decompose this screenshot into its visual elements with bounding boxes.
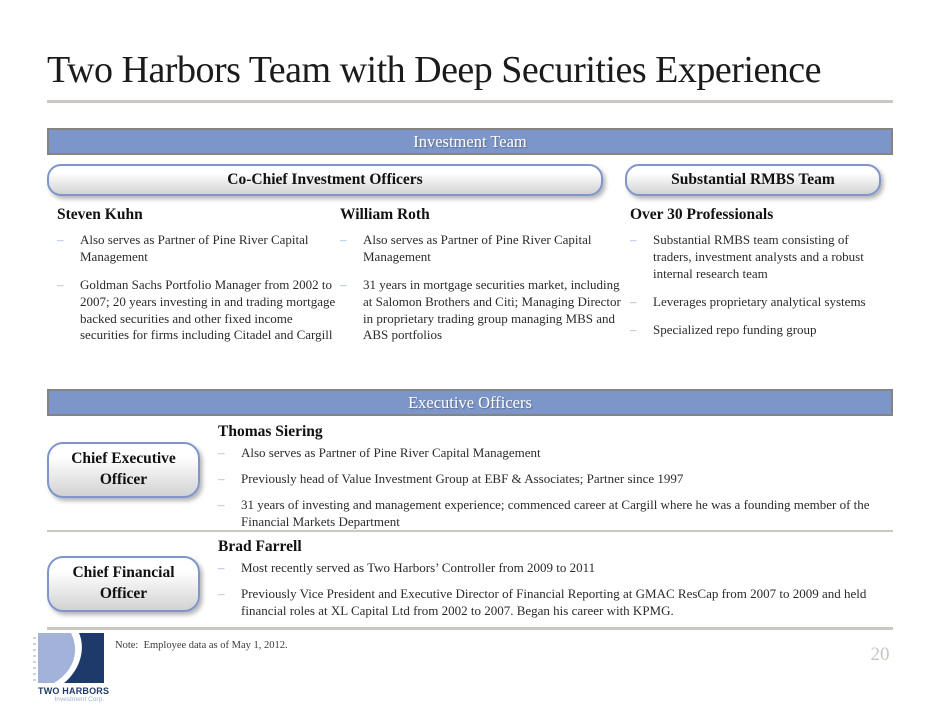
dash-bullet-icon: – [218, 445, 225, 460]
chief-executive-officer-label: Chief Executive Officer [71, 450, 176, 488]
dash-bullet-icon: – [57, 232, 64, 247]
co-chief-investment-officers-label: Co-Chief Investment Officers [227, 171, 423, 188]
chief-financial-officer-label: Chief Financial Officer [72, 564, 175, 602]
dash-bullet-icon: – [340, 232, 347, 247]
page-title: Two Harbors Team with Deep Securities Experience [47, 49, 822, 91]
list-item [340, 232, 627, 266]
bullet-text: Substantial RMBS team consisting of traders, investment analysts and a robust internal research team [653, 232, 864, 281]
bullet-text: Leverages proprietary analytical systems [653, 293, 866, 309]
two-harbors-logo [38, 633, 110, 703]
group-heading: Over 30 Professionals [630, 206, 774, 223]
dash-bullet-icon: – [218, 560, 225, 575]
dash-bullet-icon: – [630, 232, 637, 247]
list-item [630, 232, 886, 283]
logo-vertical-microtext [33, 637, 36, 681]
co-chief-investment-officers-box [47, 164, 603, 196]
bullet-text: Most recently served as Two Harbors’ Controller from 2009 to 2011 [241, 560, 596, 575]
person-name: Thomas Siering [218, 423, 323, 440]
dash-bullet-icon: – [340, 276, 347, 292]
logo-wordmark: TWO HARBORS [38, 686, 110, 696]
chief-financial-officer-box [47, 556, 200, 612]
bullet-text: 31 years in mortgage securities market, including at Salomon Brothers and Citi; Managing Director in proprietary trading group managing MBS and ABS portfolios [363, 276, 621, 343]
bullet-text: Goldman Sachs Portfolio Manager from 2002 to 2007; 20 years investing in and trading mortgage backed securities and other fixed income securities for firms including Citadel and Cargill [80, 276, 336, 343]
list-item [630, 322, 886, 339]
substantial-rmbs-team-label: Substantial RMBS Team [671, 171, 835, 188]
profile-rmbs-professionals [630, 206, 886, 349]
profile-steven-kuhn [57, 206, 340, 355]
bullet-text: Previously Vice President and Executive Director of Financial Reporting at GMAC ResCap from 2007 to 2009 and held financial roles at XL Capital Ltd from 2002 to 2007. Began his career with KPMG. [241, 585, 867, 618]
dash-bullet-icon: – [630, 293, 637, 309]
person-name: William Roth [340, 206, 430, 223]
dash-bullet-icon: – [218, 496, 225, 512]
executive-officers-header-label: Executive Officers [408, 392, 532, 412]
section-divider [47, 530, 893, 532]
substantial-rmbs-team-box [625, 164, 881, 196]
person-name: Steven Kuhn [57, 206, 143, 223]
footnote: Note: Employee data as of May 1, 2012. [115, 640, 288, 651]
dash-bullet-icon: – [630, 321, 637, 337]
dash-bullet-icon: – [218, 585, 225, 601]
list-item [218, 497, 896, 531]
list-item [630, 294, 886, 311]
list-item [57, 277, 340, 345]
list-item [218, 586, 896, 620]
title-divider [47, 100, 893, 103]
ceo-bullet-list [218, 445, 896, 540]
list-item [218, 471, 896, 488]
bullet-text: Previously head of Value Investment Group at EBF & Associates; Partner since 1997 [241, 470, 684, 486]
list-item [218, 445, 896, 462]
person-name: Brad Farrell [218, 538, 302, 555]
bullet-text: 31 years of investing and management experience; commenced career at Cargill where he was a founding member of the Financial Markets Department [241, 496, 870, 529]
dash-bullet-icon: – [57, 276, 64, 292]
bullet-text: Also serves as Partner of Pine River Capital Management [241, 445, 541, 460]
executive-officers-header-bar [47, 389, 893, 416]
page-number: 20 [870, 644, 890, 665]
two-harbors-logo-mark [38, 633, 104, 683]
chief-executive-officer-box [47, 442, 200, 498]
list-item [340, 277, 627, 345]
investment-team-header-bar [47, 128, 893, 155]
profile-william-roth [340, 206, 627, 355]
dash-bullet-icon: – [218, 470, 225, 486]
bullet-text: Also serves as Partner of Pine River Capital Management [80, 232, 309, 264]
bullet-text: Also serves as Partner of Pine River Capital Management [363, 232, 592, 264]
logo-subtitle: Investment Corp. [54, 696, 104, 703]
cfo-bullet-list [218, 560, 896, 629]
bullet-text: Specialized repo funding group [653, 321, 817, 337]
list-item [57, 232, 340, 266]
investment-team-header-label: Investment Team [413, 131, 527, 151]
footer-divider [47, 627, 893, 630]
list-item [218, 560, 896, 577]
